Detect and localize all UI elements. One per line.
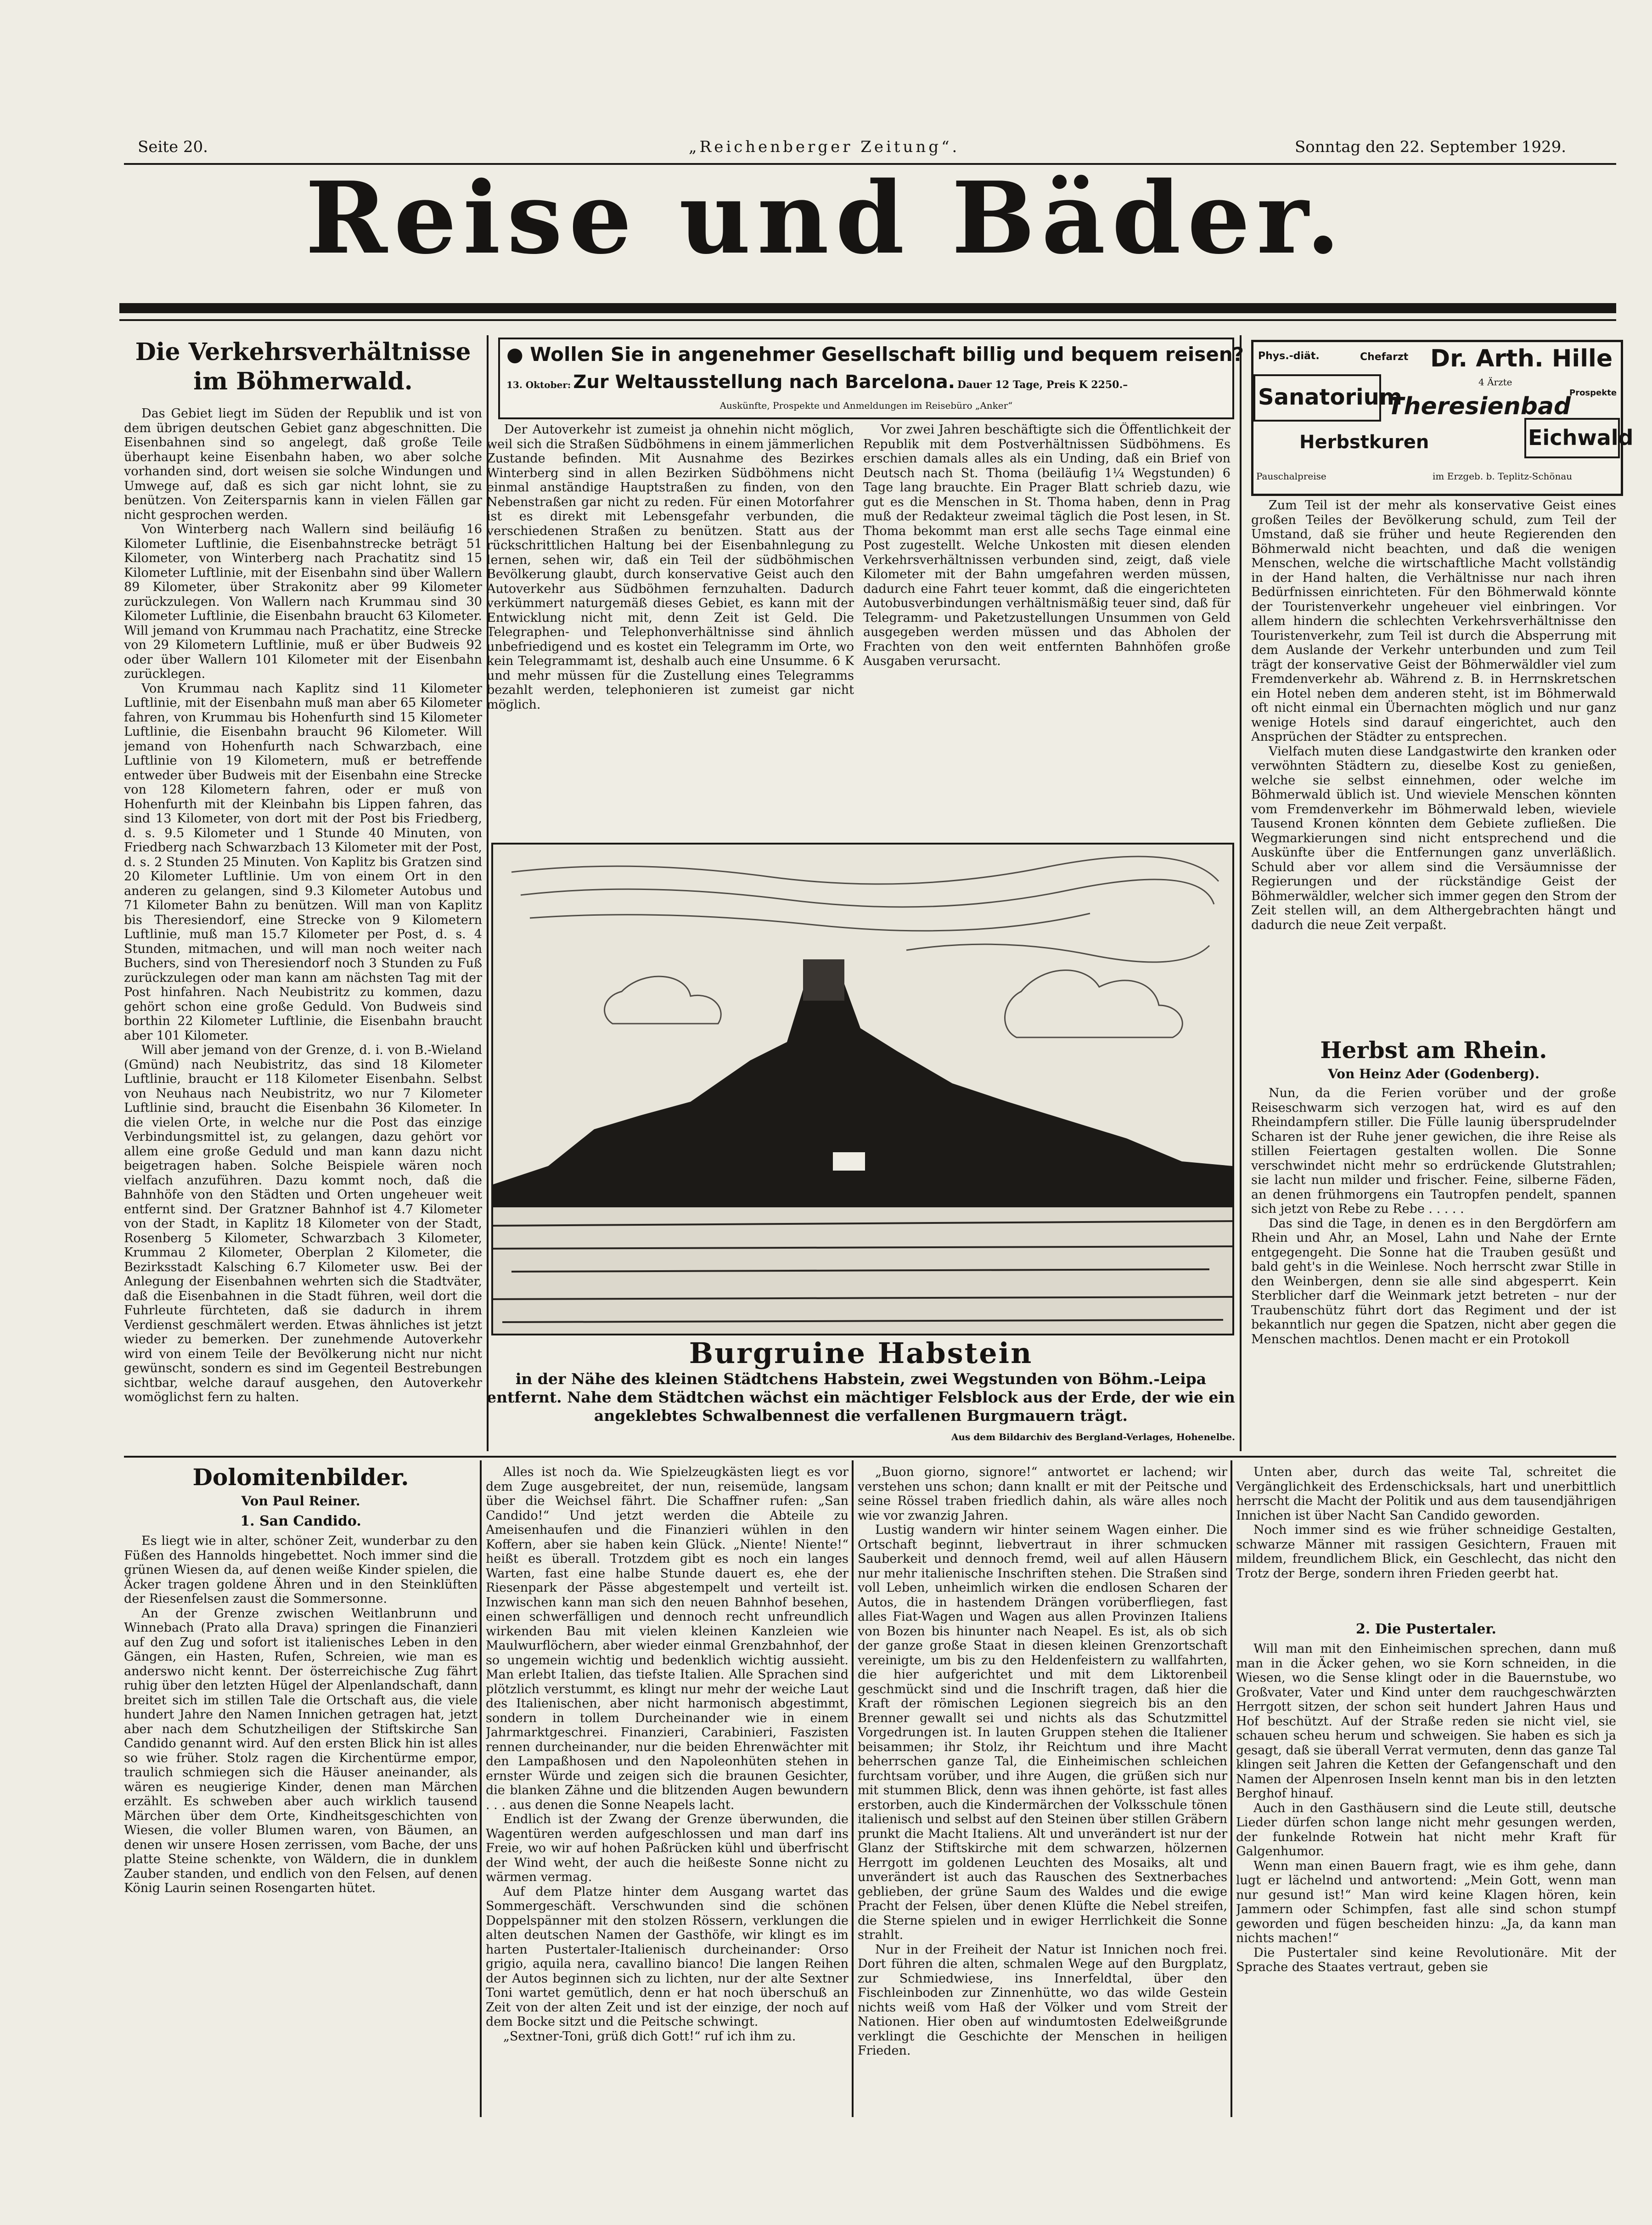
paragraph: „Buon giorno, signore!“ antwortet er lachend; wir verstehen uns schon; dann knallt er mit der Peitsche und seine Rössel traben friedlich dahin, als wäre alles noch wie vor zwanzig Jahren.	[858, 1465, 1227, 1523]
article-body	[124, 1534, 478, 2101]
issue-date: Sonntag den 22. September 1929.	[1295, 138, 1567, 156]
paragraph: Auf dem Platze hinter dem Ausgang wartet das Sommergeschäft. Verschwunden sind die schönen Doppelspänner mit den stolzen Rössern, verklungen die alten deutschen Namen der Gasthöfe, wir klingt es im harten Pustertaler-Italienisch durcheinander: Orso grigio, aquila nera, cavallino bianco! Die langen Reihen der Autos beginnen sich zu lichten, nur der alte Sextner Toni wartet gemütlich, denn er hat noch überschuß an Zeit von der alten Zeit und ist der einzige, der noch auf dem Bocke sitzt und die Peitsche schwingt.	[486, 1884, 848, 2029]
column-divider	[1240, 335, 1242, 1451]
ad-footer: Auskünfte, Prospekte und Anmeldungen im Reisebüro „Anker“	[719, 400, 1013, 411]
paragraph: „Sextner-Toni, grüß dich Gott!“ ruf ich ihm zu.	[503, 2029, 796, 2044]
paragraph: Die Pustertaler sind keine Revolutionäre. Mit der Sprache des Staates vertraut, geben sie	[1236, 1945, 1616, 1974]
caption-title: Burgruine Habstein	[689, 1336, 1033, 1370]
masthead-rule-thick	[119, 303, 1616, 313]
article-herbst	[1251, 1038, 1616, 1417]
newspaper-name: „Reichenberger Zeitung“.	[689, 138, 960, 156]
ad-address: im Erzgeb. b. Teplitz-Schönau	[1433, 471, 1573, 482]
paragraph: Nur in der Freiheit der Natur ist Innichen noch frei. Dort führen die alten, schmalen Wege auf den Burgplatz, zur Schmiedwiese, ins Innerfeldtal, über den Fischleinboden zur Zinnenhütte, wo das wilde Gestein nichts weiß vom Haß der Völker und vom Streit der Nationen. Hier oben auf windumtosten Edelweißgrunde verklingt die Geschichte der Menschen in heiligen Frieden.	[858, 1942, 1227, 2058]
ad-barcelona[interactable]	[498, 338, 1244, 419]
paragraph: Lustig wandern wir hinter seinem Wagen einher. Die Ortschaft beginnt, liebvertraut in ihrer schmucken Sauberkeit und dennoch fremd, weil auf allen Häusern nur mehr italienische Inschriften stehen. Die Straßen sind voll Leben, unheimlich wirken die endlosen Scharen der Autos, die in hastendem Drängen vorüberfliegen, fast alles Fiat-Wagen und Wagen aus allen Provinzen Italiens von Bozen bis hinunter nach Neapel. Es ist, als ob sich der ganze große Staat in diesen kleinen Grenzortschaft vereinigte, um bis zu den Heldenfeistern zu wallfahrten, die hier aufgerichtet und mit dem Liktorenbeil geschmückt sind und die Inschrift tragen, daß hier die Kraft der römischen Legionen siegreich bis an den Brenner gewallt sei und nichts als das Schutzmittel Vorgedrungen ist. In lauten Gruppen stehen die Italiener beisammen; ihr Stolz, ihr Reichtum und ihre Macht beherrschen ganze Tal, die Einheimischen schleichen furchtsam vorüber, und ihre Augen, die grüßen sich nur mit stummen Blick, denn was ihnen gehörte, ist fast alles erstorben, auch die Kindermärchen der Volksschule tönen italienisch und selbst auf den Steinen über stillen Gräbern prunkt die Macht Italiens. Alt und unverändert ist nur der Glanz der Stiftskirche mit dem schwarzen, hölzernen Herrgott im goldenen Leuchten des Mosaiks, alt und unverändert ist auch das Rauschen des Sextnerbaches geblieben, der grüne Saum des Waldes und die ewige Pracht der Felsen, über denen Klüfte die Nebel streifen, die Sterne spielen und in ewiger Herrlichkeit die Sonne strahlt.	[858, 1523, 1227, 1942]
article-body	[1236, 1642, 1616, 2106]
article-title: Dolomitenbilder.	[192, 1464, 409, 1491]
paragraph: Zum Teil ist der mehr als konservative Geist eines großen Teiles der Bevölkerung schuld, zum Teil der Umstand, daß sie früher und heute Regierenden den Böhmerwald nicht beachten, und daß die wenigen Menschen, welche die wirtschaftliche Macht vollständig in der Hand halten, die Verhältnisse nur nach ihren Bedürfnissen einrichteten. Für den Böhmerwald könnte der Touristenverkehr ungeheuer viel einbringen. Vor allem hindern die schlechten Verkehrsverhältnisse den Touristenverkehr, zum Teil ist durch die Absperrung mit dem Auslande der Verkehr unterbunden und zum Teil trägt der konservative Geist der Böhmerwäldler viel zum Fremdenverkehr ab. Während z. B. in Herrnskretschen ein Hotel neben dem anderen steht, ist im Böhmerwald oft nicht einmal ein Übernachten möglich und nur ganz wenige Hotels sind darauf eingerichtet, auch den Ansprüchen der Städter zu entsprechen.	[1251, 498, 1616, 744]
section-rule	[124, 1456, 1616, 1458]
paragraph: Endlich ist der Zwang der Grenze überwunden, die Wagentüren werden aufgeschlossen und man darf ins Freie, wo wir auf hohen Paßrücken kühl und überfrischt der Wind weht, der auch die heißeste Sonne nicht zu wärmen vermag.	[486, 1812, 848, 1884]
ad-box-name3	[1524, 418, 1634, 458]
article-body	[1251, 1086, 1616, 1417]
ad-pausch: Pauschalpreise	[1256, 471, 1326, 482]
section-heading: 1. San Candido.	[240, 1513, 361, 1529]
article-title: Herbst am Rhein.	[1320, 1036, 1547, 1064]
image-burgruine	[491, 843, 1234, 1335]
paragraph: Es liegt wie in alter, schöner Zeit, wunderbar zu den Füßen des Hannolds hingebettet. Noch immer sind die grünen Wiesen da, auf denen weiße Kinder spielen, die Äcker tragen goldene Ähren und in den Steinklüften der Riesenfelsen zaust die Sommersonne.	[124, 1534, 478, 1606]
caption-text: in der Nähe des kleinen Städtchens Habstein, zwei Wegstunden von Böhm.-Leipa entfernt. Nahe dem Städtchen wächst ein mächtiger Felsblock aus der Erde, der wie ein angeklebtes Schwalbennest die verfallenen Burgmauern trägt.	[487, 1370, 1235, 1425]
ad-phys: Phys.-diät.	[1258, 350, 1320, 362]
paragraph: Will man mit den Einheimischen sprechen, dann muß man in die Äcker gehen, wo sie Korn schneiden, in die Wiesen, wo die Sense klingt oder in die Bauernstube, wo Großvater, Vater und Kind unter dem rauchgeschwärzten Herrgott sitzen, der schon seit hundert Jahren Haus und Hof beschützt. Auf der Straße reden sie nicht viel, sie schauen scheu herum und schweigen. Sie haben es sich ja gesagt, daß sie überall Verrat vermuten, denn das ganze Tal klingen seit Jahren die Ketten der Gefangenschaft und den Namen der Alpenrosen Inseln kennt man bis in den letzten Berghof hinauf.	[1236, 1642, 1616, 1801]
bullet-icon: ●	[506, 343, 523, 366]
paragraph: An der Grenze zwischen Weitlanbrunn und Winnebach (Prato alla Drava) springen die Finanzieri auf den Zug und sofort ist italienisches Leben in den Gängen, ein Hasten, Rufen, Schreien, wie man es anderswo nicht kennt. Der österreichische Zug fährt ruhig über den letzten Hügel der Alpenlandschaft, dann breitet sich im stillen Tale die Ortschaft aus, die viele hundert Jahre den Namen Innichen getragen hat, jetzt aber nach dem Schutzheiligen der Stiftskirche San Candido genannt wird. Auf den ersten Blick hin ist alles so wie früher. Stolz ragen die Kirchentürme empor, traulich schmiegen sich die Häuser aneinander, als wären es neugierige Kinder, denen man Märchen erzählt. Es schweben aber auch wirklich tausend Märchen über dem Orte, Kindheitsgeschichten von Wiesen, die voller Blumen waren, von Bäumen, an denen wir unsere Hosen zerrissen, vom Bache, der uns platte Steine schenkte, von Wäldern, die in dunklem Zauber standen, und endlich von den Felsen, auf denen König Laurin seinen Rosengarten hütet.	[124, 1606, 478, 1895]
paragraph: Noch immer sind es wie früher schneidige Gestalten, schwarze Männer mit rassigen Gesichtern, Frauen mit mildem, freundlichem Blick, ein Geschlecht, das nicht den Trotz der Berge, sondern ihren Frieden geerbt hat.	[1236, 1523, 1616, 1581]
ad-name3: Eichwald	[1528, 425, 1634, 450]
ad-box-name1	[1253, 374, 1402, 422]
paragraph: Das sind die Tage, in denen es in den Bergdörfern am Rhein und Ahr, an Mosel, Lahn und Nahe der Ernte entgegengeht. Die Sonne hat die Trauben gesüßt und bald geht's in die Weinlese. Noch herrscht zwar Stille in den Weinbergen, denn sie alle sind abgesperrt. Kein Sterblicher darf die Weinmark jetzt betreten – nur der Traubenschütz führt dort das Regiment und der ist bekanntlich nur gegen die Spatzen, nicht aber gegen die Menschen machtlos. Denen macht er ein Protokoll	[1251, 1216, 1616, 1346]
article-byline: Von Paul Reiner.	[241, 1493, 360, 1509]
article-body	[1236, 1465, 1616, 1617]
article-byline: Von Heinz Ader (Godenberg).	[1328, 1066, 1540, 1082]
page-number: Seite 20.	[138, 138, 208, 156]
paragraph: Von Winterberg nach Wallern sind beiläufig 16 Kilometer Luftlinie, die Eisenbahnstrecke beträgt 51 Kilometer, von Winterberg nach Prachatitz sind 15 Kilometer Luftlinie, mit der Eisenbahn sind über Wallern 89 Kilometer, über Strakonitz aber 99 Kilometer zurückzulegen. Von Wallern nach Krummau sind 30 Kilometer Luftlinie, die Eisenbahn braucht 63 Kilometer. Will jemand von Krummau nach Prachatitz, eine Strecke von 29 Kilometern Luftlinie, muß er über Budweis 92 oder über Wallern 101 Kilometer mit der Eisenbahn zurücklegen.	[124, 522, 482, 681]
paragraph: Wenn man einen Bauern fragt, wie es ihm gehe, dann lugt er lächelnd und antwortend: „Mein Gott, wenn man nur gesund ist!“ Man wird keine Klagen hören, kein Jammern oder Schimpfen, fast alle sind schon stumpf geworden und fügen bescheiden hinzu: „Ja, da kann man nichts machen!“	[1236, 1859, 1616, 1945]
paragraph: Alles ist noch da. Wie Spielzeugkästen liegt es vor dem Zuge ausgebreitet, der nun, reisemüde, langsam über die Weichsel fährt. Die Schaffner rufen: „San Candido!“ Und jetzt werden die Abteile zu Ameisenhaufen und die Finanzieri wühlen in den Koffern, aber sie haben kein Glück. „Niente! Niente!“ heißt es überall. Trotzdem gibt es noch ein langes Warten, fast eine halbe Stunde dauert es, ehe der Riesenpark der Pässe abgestempelt und verteilt ist. Inzwischen kann man sich den neuen Bahnhof besehen, einen schwerfälligen und dennoch recht unfreundlich wirkenden Bau mit vielen kleinen Kanzleien wie Maulwurflöchern, aber wieder einmal Grenzbahnhof, der so ungemein wichtig und bedenklich wichtig aussieht. Man erlebt Italien, das tiefste Italien. Alle Sprachen sind plötzlich verstummt, es klingt nur mehr der weiche Laut des Italienischen, aber nicht harmonisch abgestimmt, sondern in tollem Durcheinander wie in einem Jahrmarktgeschrei. Finanzieri, Carabinieri, Faszisten rennen durcheinander, nur die beiden Ehrenwächter mit den Lampaßhosen und den Napoleonhüten stehen in ernster Würde und zeigen sich die braunen Gesichter, die blanken Zähne und die blitzenden Augen bewundern . . . aus denen die Sonne Neapels lacht.	[486, 1465, 848, 1812]
section-heading: 2. Die Pustertaler.	[1356, 1621, 1496, 1637]
article-continuation	[486, 1465, 848, 2117]
article-body	[124, 406, 482, 1504]
article-continuation	[1236, 1465, 1616, 2106]
section-masthead: Reise und Bäder.	[305, 160, 1347, 276]
image-caption	[487, 1336, 1235, 1442]
ad-name1: Sanatorium	[1258, 384, 1402, 410]
masthead-rule-thin	[119, 319, 1616, 321]
ad-aerzte: 4 Ärzte	[1478, 377, 1512, 388]
ad-place: Herbstkuren	[1299, 432, 1429, 453]
paragraph: Vielfach muten diese Landgastwirte den kranken oder verwöhnten Städtern zu, dieselbe Kost zu genießen, welche sie selbst einnehmen, oder welche im Böhmerwald üblich ist. Und wieviele Menschen könnten vom Fremdenverkehr im Böhmerwald leben, wieviele Tausend Kronen könnten dem Gebiete zufließen. Die Wegmarkierungen sind nicht entsprechend und die Auskünfte über die Entfernungen ganz unverläßlich. Schuld aber vor allem sind die Versäumnisse der Regierungen und der rückständige Geist der Böhmerwäldler, welcher sich immer gegen den Strom der Zeit stellen will, an dem Althergebrachten hängt und dadurch die neue Zeit verpaßt.	[1251, 744, 1616, 932]
paragraph: Von Krummau nach Kaplitz sind 11 Kilometer Luftlinie, mit der Eisenbahn muß man aber 65 Kilometer fahren, von Krummau bis Hohenfurth sind 15 Kilometer Luftlinie, die Eisenbahn braucht 96 Kilometer. Will jemand von Hohenfurth nach Schwarzbach, eine Luftlinie von 19 Kilometern, muß er betreffende entweder über Budweis mit der Eisenbahn eine Strecke von 128 Kilometern fahren, oder er muß von Hohenfurth mit der Kleinbahn bis Lippen fahren, das sind 13 Kilometer, von dort mit der Post bis Friedberg, d. s. 9.5 Kilometer und 1 Stunde 40 Minuten, von Friedberg nach Schwarzbach 13 Kilometer mit der Post, d. s. 2 Stunden 25 Minuten. Von Kaplitz bis Gratzen sind 20 Kilometer Luftlinie. Um von einem Ort in den anderen zu gelangen, sind 9.3 Kilometer Autobus und 71 Kilometer Bahn zu benützen. Will man von Kaplitz bis Theresiendorf, eine Strecke von 9 Kilometern Luftlinie, muß man 15.7 Kilometer per Post, d. s. 4 Stunden, mitmachen, und will man noch weiter nach Buchers, sind von Theresiendorf noch 3 Stunden zu Fuß zurückzulegen oder man kann am nächsten Tag mit der Post hinfahren. Nach Neubistritz zu kommen, dazu gehört schon eine große Geduld. Von Budweis sind borthin 22 Kilometer Luftlinie, die Eisenbahn braucht aber 101 Kilometer.	[124, 681, 482, 1043]
article-title: Die Verkehrsverhältnisse im Böhmerwald.	[135, 338, 471, 395]
article-boehmerwald	[124, 338, 482, 1504]
article-dolomiten	[124, 1465, 478, 2101]
paragraph: Das Gebiet liegt im Süden der Republik und ist von dem übrigen deutschen Gebiet ganz abgeschnitten. Die Eisenbahnen sind so angelegt, daß große Teile überhaupt keine Eisenbahn haben, wo aber solche vorhanden sind, dort weisen sie solche Windungen und Umwege auf, daß es sich gar nicht lohnt, sie zu benützen. Von Zeitersparnis kann in vielen Fällen gar nicht gesprochen werden.	[124, 406, 482, 522]
column-divider	[852, 1460, 854, 2117]
paragraph: Vor zwei Jahren beschäftigte sich die Öffentlichkeit der Republik mit dem Postverhältnissen Südböhmens. Es erschien damals alles als ein Unding, daß ein Brief von Deutsch nach St. Thoma (beiläufig 1¼ Wegstunden) 6 Tage lang brauchte. Ein Prager Blatt schrieb dazu, wie gut es die Menschen in St. Thoma haben, denn in Prag muß der Redakteur zweimal täglich die Post lesen, in St. Thoma bekommt man erst alle sechs Tage einmal eine Post zugestellt. Welche Unkosten mit diesen elenden Verkehrsverhältnissen verbunden sind, zeigt, daß viele Kilometer mit der Bahn umgefahren werden müssen, dadurch eine Fahrt teuer kommt, daß die eingerichteten Autobusverbindungen verhältnismäßig teuer sind, daß für Telegramm- und Paketzustellungen Unsummen von Geld ausgegeben werden müssen und das Abholen der Frachten von den weit entfernten Bahnhöfen große Ausgaben verursacht.	[863, 422, 1231, 668]
ad-chef-label: Chefarzt	[1360, 351, 1409, 363]
ad-trip: Zur Weltausstellung nach Barcelona.	[573, 372, 955, 393]
article-continuation	[1251, 498, 1616, 1036]
article-continuation	[487, 422, 854, 836]
castle-illustration	[493, 845, 1232, 1334]
ad-headline: Wollen Sie in angenehmer Gesellschaft billig und bequem reisen?	[530, 343, 1244, 366]
ad-date: 13. Oktober:	[506, 379, 571, 390]
paragraph: Will aber jemand von der Grenze, d. i. von B.-Wieland (Gmünd) nach Neubistritz, das sind 18 Kilometer Luftlinie, braucht er 118 Kilometer Eisenbahn. Selbst von Neuhaus nach Neubistritz, wo nur 7 Kilometer Luftlinie sind, braucht die Eisenbahn 36 Kilometer. In die vielen Orte, in welche nur die Post das einzige Verbindungsmittel ist, zu gelangen, dazu gehört vor allem eine große Geduld und man kann dazu nicht beigetragen haben. Solche Beispiele wären noch vielfach anzuführen. Dazu kommt noch, daß die Bahnhöfe von den Städten und Orten ungeheuer weit entfernt sind. Der Gratzner Bahnhof ist 4.7 Kilometer von der Stadt, in Kaplitz 18 Kilometer von der Stadt, Rosenberg 5 Kilometer, Schwarzbach 3 Kilometer, Krummau 2 Kilometer, Oberplan 2 Kilometer, die Bezirksstadt Kalsching 6.7 Kilometer usw. Bei der Anlegung der Eisenbahnen wehrten sich die Stadtväter, daß die Eisenbahnen in die Stadt führen, weil dort die Fuhrleute fürchteten, daß sie dadurch in ihrem Verdienst geschmälert werden. Etwas ähnliches ist jetzt wieder zu bemerken. Der zunehmende Autoverkehr wird von einem Teile der Bevölkerung nicht nur nicht gewünscht, sondern es sind im Gegenteil Bestrebungen sichtbar, welche darauf ausgehen, den Autoverkehr womöglichst fern zu halten.	[124, 1043, 482, 1404]
ad-doctor: Dr. Arth. Hille	[1430, 345, 1613, 372]
paragraph: Nun, da die Ferien vorüber und der große Reiseschwarm sich verzogen hat, wird es auf den Rheindampfern stiller. Die Fülle launig übersprudelnder Scharen ist der Ruhe jener gewichen, die ihre Reise als stillen Feiertagen gestalten wollen. Die Sonne verschwindet nicht mehr so erdrückende Glutstrahlen; sie lacht nun milder und frischer. Feine, silberne Fäden, an denen frühmorgens ein Tautropfen pendelt, spannen sich jetzt von Rebe zu Rebe . . . . .	[1251, 1086, 1616, 1216]
column-divider	[1231, 1460, 1232, 2117]
ad-sanatorium[interactable]	[1251, 340, 1634, 496]
paragraph: Auch in den Gasthäusern sind die Leute still, deutsche Lieder dürfen schon lange nicht mehr gesungen werden, der funkelnde Rotwein hat nicht mehr Kraft für Galgenhumor.	[1236, 1801, 1616, 1859]
column-divider	[480, 1460, 482, 2117]
article-continuation	[863, 422, 1231, 836]
article-continuation	[858, 1465, 1227, 2117]
paragraph: Unten aber, durch das weite Tal, schreitet die Vergänglichkeit des Erdenschicksals, hart und unerbittlich herrscht die Macht der Politik und aus dem tausendjährigen Innichen ist über Nacht San Candido geworden.	[1236, 1465, 1616, 1523]
ad-price: Dauer 12 Tage, Preis K 2250.–	[957, 379, 1128, 391]
ad-prospekte: Prospekte	[1569, 388, 1617, 398]
caption-credit: Aus dem Bildarchiv des Bergland-Verlages, Hohenelbe.	[951, 1431, 1235, 1442]
paragraph: Der Autoverkehr ist zumeist ja ohnehin nicht möglich, weil sich die Straßen Südböhmens in einem jämmerlichen Zustande befinden. Mit Ausnahme des Bezirkes Winterberg sind in allen Bezirken Südböhmens nicht einmal anständige Hauptstraßen zu finden, von den Nebenstraßen gar nicht zu reden. Für einen Motorfahrer ist es direkt mit Lebensgefahr verbunden, die verschiedenen Straßen zu benützen. Statt aus der rückschrittlichen Haltung bei der Eisenbahnlegung zu lernen, sehen wir, daß ein Teil der südböhmischen Bevölkerung glaubt, durch konservative Geist auch den Autoverkehr aus Südböhmen fernzuhalten. Dadurch verkümmert naturgemäß dieses Gebiet, es kann mit der Entwicklung nicht mit, denn Zeit ist Geld. Die Telegraphen- und Telephonverhältnisse sind ähnlich unbefriedigend und es kostet ein Telegramm im Orte, wo kein Telegrammamt ist, deshalb auch eine Unsumme. 6 K und mehr müssen für die Zustellung eines Telegramms bezahlt werden, telephonieren ist zumeist gar nicht möglich.	[487, 422, 854, 712]
ad-name2: Theresienbad	[1388, 393, 1571, 420]
